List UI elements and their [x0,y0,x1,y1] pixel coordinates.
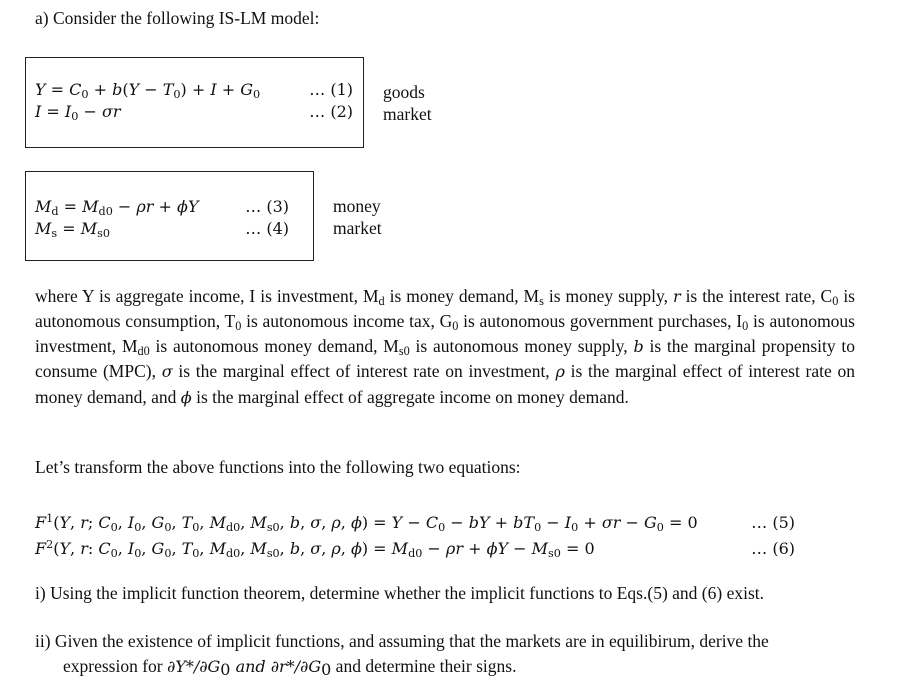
equation-5: $F^1(Y$, r; $C_0$, $I_0$, $G_0$, $T_0$, $M_{d0}$, $M_{s0}$, b, σ, ρ, $\phi) = Y - C_0$ − bY + $bT_0 - I_0 + \sigma r - G_0 = 0$ [35,511,698,534]
money-market-box [25,171,314,261]
equation-2-number: … (2) [309,101,353,121]
equation-2: $I = I_0 - \sigma r$ [35,101,121,123]
equation-1: $Y = C_0 + b(Y - T_0) + I + G_0$ [35,79,261,101]
transform-text: Let’s transform the above functions into the following two equations: [35,457,521,477]
goods-market-box [25,57,364,148]
equation-6-number: … (6) [751,538,795,558]
equation-1-number: … (1) [309,79,353,99]
equation-4-number: … (4) [245,218,289,238]
question-ii: ii) Given the existence of implicit functions, and assuming that the markets are in equilibirum, derive the expression for $\partial Y*/\partial G_0$ and $\partial r*/\partial G_0$ and determine their signs. [35,631,769,679]
equation-3: $M_d = M_{d0} - \rho r + \phi Y$ [35,196,199,218]
variable-definitions: where Y is aggregate income, I is investment, $M_d$ is money demand, $M_s$ is money supply, r is the interest rate, $C_0$ is autonomous consumption, $T_0$ is autonomous income tax, $G_0$ is autonomous government purchases, $I_0$ is autonomous investment, $M_{d0}$ is autonomous money demand, $M_{s0}$ is autonomous money supply, b is the marginal propensity to consume (MPC), σ is the marginal effect of interest rate on investment, ρ is the marginal effect of interest rate on money demand, and ϕ is the marginal effect of aggregate income on money demand. [35,286,856,407]
equation-4: $M_s = M_{s0}$ [35,218,110,240]
money-market-label: money market [333,196,382,238]
equation-3-number: … (3) [245,196,289,216]
question-intro: a) Consider the following IS-LM model: [35,8,320,28]
goods-market-label: goods market [383,82,432,124]
question-i: i) Using the implicit function theorem, determine whether the implicit functions to Eqs.(5) and (6) exist. [35,583,764,603]
equation-6: $F^2(Y$, r: $C_0$, $I_0$, $G_0$, $T_0$, $M_{d0}$, $M_{s0}$, b, σ, ρ, $\phi) = M_{d0} - \rho r + \phi Y - M_{s0} = 0$ [35,537,595,560]
equation-5-number: … (5) [751,512,795,532]
